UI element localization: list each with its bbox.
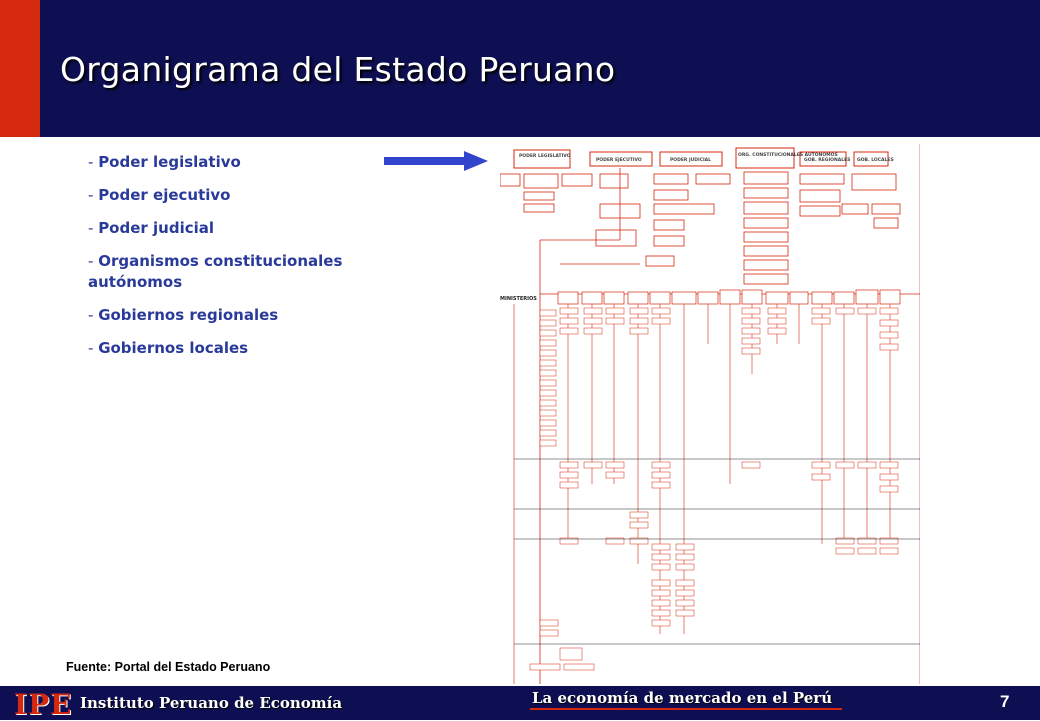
org-ministerio-headers: [558, 290, 900, 304]
header-accent-bar: [0, 0, 40, 137]
org-sub-boxes: [500, 172, 900, 284]
page-number: 7: [1000, 692, 1010, 711]
bullet-item: - Gobiernos regionales: [88, 306, 279, 324]
org-box-autonomos: ORG. CONSTITUCIONALES AUTÓNOMOS: [738, 153, 838, 158]
bullet-list: [88, 152, 388, 371]
ipe-logo: IPE: [14, 688, 73, 721]
bullet-label: Poder ejecutivo: [98, 186, 231, 204]
tagline-underline: [530, 708, 842, 710]
institute-name: Instituto Peruano de Economía: [80, 694, 343, 712]
org-box-legislativo: PODER LEGISLATIVO: [519, 154, 571, 159]
footer-tagline: La economía de mercado en el Perú: [532, 689, 833, 707]
arrow-right-icon: [384, 151, 488, 171]
org-ministerios-label: MINISTERIOS: [500, 296, 537, 302]
bullet-label: Organismos constitucionales autónomos: [88, 252, 343, 291]
bullet-label: Gobiernos locales: [98, 339, 249, 357]
org-box-regionales: GOB. REGIONALES: [804, 158, 851, 163]
bullet-item: - Poder judicial: [88, 219, 215, 237]
source-note: Fuente: Portal del Estado Peruano: [66, 660, 271, 674]
bullet-item: - Poder legislativo: [88, 153, 241, 171]
bullet-item: - Organismos constitucionales autónomos: [88, 252, 343, 291]
bullet-item: - Poder ejecutivo: [88, 186, 231, 204]
bullet-label: Poder legislativo: [98, 153, 241, 171]
org-column-boxes: [530, 308, 898, 670]
bullet-label: Gobiernos regionales: [98, 306, 279, 324]
org-box-locales: GOB. LOCALES: [857, 158, 894, 163]
org-box-ejecutivo: PODER EJECUTIVO: [596, 158, 642, 163]
org-box-judicial: PODER JUDICIAL: [670, 158, 712, 163]
bullet-item: - Gobiernos locales: [88, 339, 249, 357]
slide-title: Organigrama del Estado Peruano: [60, 50, 616, 89]
org-chart-image: [500, 144, 920, 684]
bullet-label: Poder judicial: [98, 219, 215, 237]
